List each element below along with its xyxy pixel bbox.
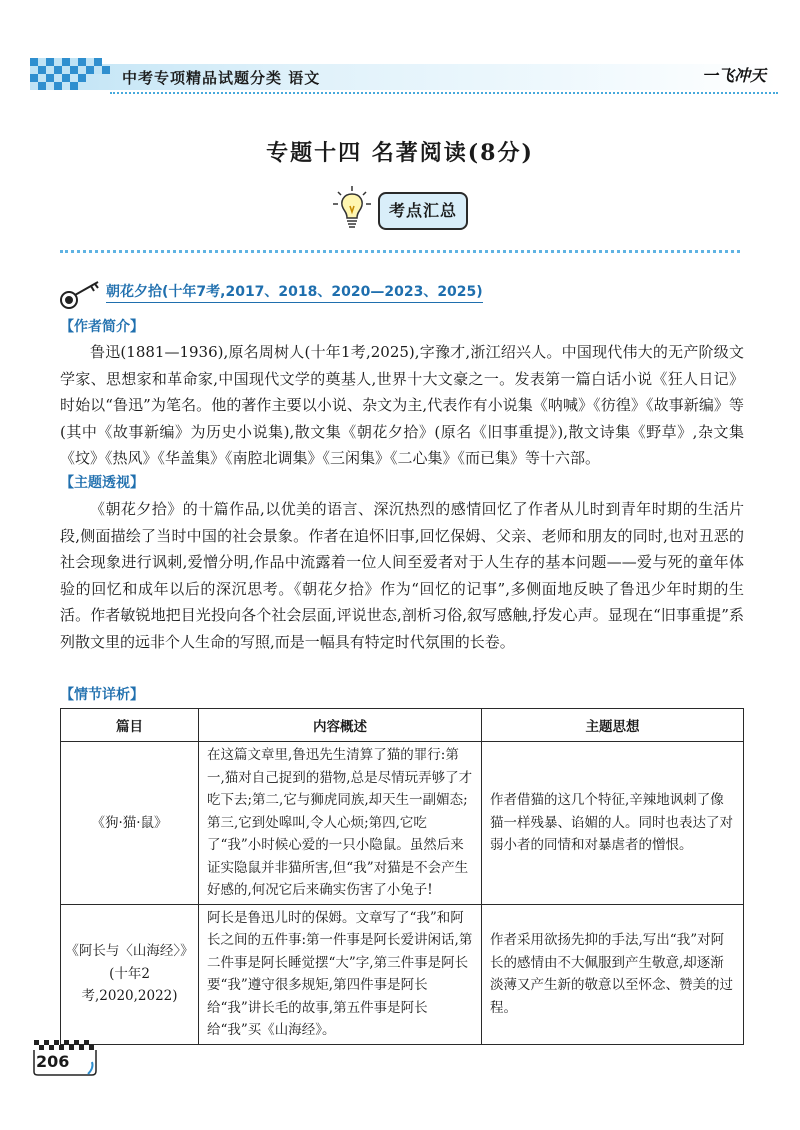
row-theme: 作者借猫的这几个特征,辛辣地讽刺了像猫一样残暴、谄媚的人。同时也表达了对弱小者的同情和对暴虐者的憎恨。 bbox=[482, 742, 744, 905]
page-number: 206 bbox=[36, 1052, 70, 1071]
table-row bbox=[61, 904, 744, 1044]
series-title: 中考专项精品试题分类 语文 bbox=[122, 69, 321, 87]
header-theme: 主题思想 bbox=[482, 709, 744, 742]
row-content: 在这篇文章里,鲁迅先生清算了猫的罪行:第一,猫对自己捉到的猎物,总是尽情玩弄够了才吃下去;第二,它与狮虎同族,却天生一副媚态;第三,它到处嗥叫,令人心烦;第四,它吃了“我”小时候心爱的一只小隐鼠。虽然后来证实隐鼠并非猫所害,但“我”对猫是不会产生好感的,何况它后来确实伤害了小兔子! bbox=[199, 742, 482, 905]
theme-label: 【主题透视】 bbox=[60, 475, 144, 491]
lightbulb-icon bbox=[330, 184, 374, 232]
page-title: 专题十四 名著阅读(8分) bbox=[266, 140, 534, 166]
author-label: 【作者简介】 bbox=[60, 319, 144, 335]
page-header bbox=[30, 58, 778, 92]
row-theme: 作者采用欲扬先抑的手法,写出“我”对阿长的感情由不大佩服到产生敬意,却逐渐淡薄又产生新的敬意以至怀念、赞美的过程。 bbox=[482, 904, 744, 1044]
key-points-badge: 考点汇总 bbox=[378, 192, 468, 230]
plot-label: 【情节详析】 bbox=[60, 687, 144, 703]
row-title-cell bbox=[61, 904, 199, 1044]
row-content: 阿长是鲁迅儿时的保姆。文章写了“我”和阿长之间的五件事:第一件事是阿长爱讲闲话,第二件事是阿长睡觉摆“大”字,第三件事是阿长要“我”遵守很多规矩,第四件事是阿长给“我”讲长毛的故事,第五件事是阿长给“我”买《山海经》。 bbox=[199, 904, 482, 1044]
brand-logo: 一飞冲天 bbox=[701, 66, 766, 85]
section-title: 朝花夕拾(十年7考,2017、2018、2020—2023、2025) bbox=[106, 281, 483, 303]
section-badge bbox=[340, 188, 480, 232]
plot-table bbox=[60, 708, 743, 1045]
header-divider bbox=[110, 92, 778, 94]
theme-text: 《朝花夕拾》的十篇作品,以优美的语言、深沉热烈的感情回忆了作者从儿时到青年时期的生活片段,侧面描绘了当时中国的社会景象。作者在追怀旧事,回忆保姆、父亲、老师和朋友的同时,也对丑恶的社会现象进行讽刺,爱憎分明,作品中流露着一位人间至爱者对于人生存的基本问题——爱与死的童年体验的回忆和成年以后的深沉思考。《朝花夕拾》作为“回忆的记事”,多侧面地反映了鲁迅少年时期的生活。作者敏锐地把目光投向各个社会层面,评说世态,剖析习俗,叙写感触,抒发心声。显现在“旧事重提”系列散文里的远非个人生命的写照,而是一幅具有特定时代氛围的长卷。 bbox=[60, 500, 744, 651]
checker-pattern-icon bbox=[30, 58, 118, 92]
key-icon bbox=[58, 276, 104, 312]
table-header-row bbox=[61, 709, 744, 742]
page-number-box bbox=[32, 1038, 98, 1078]
table-row bbox=[61, 742, 744, 905]
author-text: 鲁迅(1881—1936),原名周树人(十年1考,2025),字豫才,浙江绍兴人。中国现代伟大的无产阶级文学家、思想家和革命家,中国现代文学的奠基人,世界十大文豪之一。发表第一篇白话小说《狂人日记》时始以“鲁迅”为笔名。他的著作主要以小说、杂文为主,代表作有小说集《呐喊》《彷徨》《故事新编》等(其中《故事新编》为历史小说集),散文集《朝花夕拾》(原名《旧事重提》),散文诗集《野草》,杂文集《坟》《热风》《华盖集》《南腔北调集》《三闲集》《二心集》《而已集》等十六部。 bbox=[60, 343, 744, 467]
header-content: 内容概述 bbox=[199, 709, 482, 742]
row-title: 《狗·猫·鼠》 bbox=[91, 814, 168, 831]
row-title-note: (十年2考,2020,2022) bbox=[81, 965, 178, 1005]
row-title: 《阿长与〈山海经〉》 bbox=[65, 943, 194, 960]
header-title: 篇目 bbox=[61, 709, 199, 742]
row-title-cell bbox=[61, 742, 199, 905]
dotted-divider bbox=[60, 250, 740, 253]
